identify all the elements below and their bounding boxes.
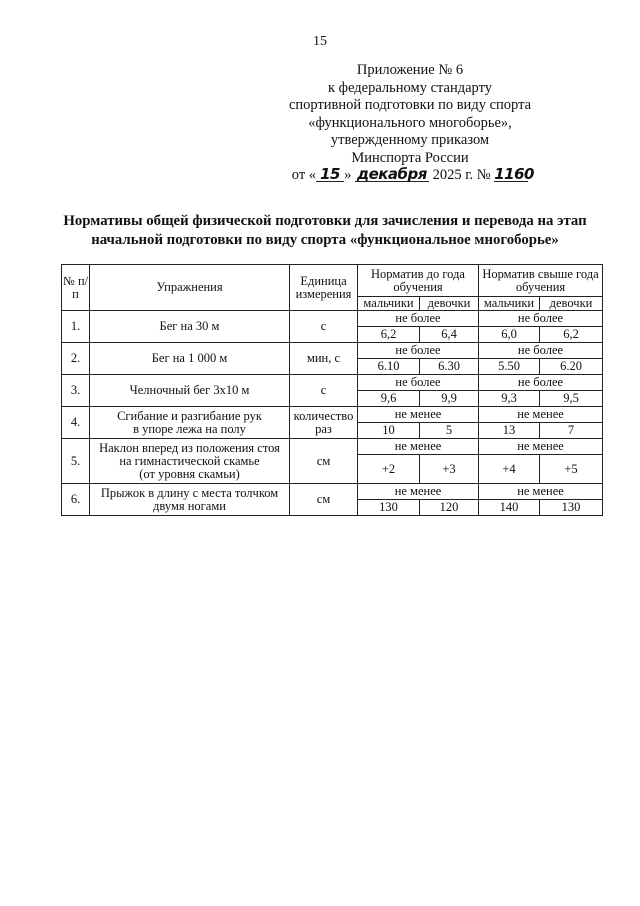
row-condition: не более [358,343,479,359]
row-unit: с [290,311,358,343]
appendix-line: Минспорта России [351,149,469,166]
row-value: 6.30 [420,359,479,375]
exercise-line: в упоре лежа на полу [133,421,246,436]
row-condition: не более [479,343,603,359]
row-value: 9,9 [420,391,479,407]
row-num: 2. [62,343,90,375]
row-condition: не более [358,311,479,327]
standards-table [61,264,603,516]
row-value: 130 [358,500,420,516]
row-num: 3. [62,375,90,407]
exercise-line: (от уровня скамьи) [139,466,240,481]
table-row [62,375,603,391]
document-title [40,212,610,250]
header-over-year: Норматив свыше года обучения [479,265,603,297]
appendix-line: утвержденному приказом [330,132,490,148]
row-exercise: Бег на 30 м [90,311,290,343]
row-unit: мин, с [290,343,358,375]
title-line: Нормативы общей физической подготовки для зачисления и перевода на этап [63,213,587,229]
date-prefix: от « [291,167,317,183]
unit-line: количество [293,408,354,423]
table-row [62,311,603,327]
row-unit: см [290,439,358,484]
row-num: 5. [62,439,90,484]
date-mid: » [344,167,352,183]
order-date-line [260,167,560,185]
appendix-line: Приложение № 6 [356,62,464,78]
table-row [62,484,603,500]
header-exercise: Упражнения [90,265,290,311]
row-value: +2 [358,455,420,484]
row-condition: не менее [358,407,479,423]
exercise-line: Сгибание и разгибание рук [117,408,262,423]
appendix-line: к федеральному стандарту [328,79,492,96]
exercise-line: Прыжок в длину с места толчком [100,485,279,500]
table-row [62,343,603,359]
page-number: 15 [313,34,327,49]
row-condition: не более [479,375,603,391]
order-day: 15 [316,167,344,182]
unit-line: раз [315,421,332,436]
exercise-line: Наклон вперед из положения стоя [99,440,280,455]
row-num: 4. [62,407,90,439]
order-year: 2025 г. № [432,167,491,183]
row-value: 6,4 [420,327,479,343]
row-value: 9,5 [540,391,603,407]
row-condition: не менее [358,484,479,500]
row-value: 9,6 [358,391,420,407]
row-value: 6.10 [358,359,420,375]
order-number: 1160 [494,165,534,183]
row-exercise [90,484,290,516]
row-condition: не более [358,375,479,391]
appendix-line: спортивной подготовки по виду спорта [288,97,532,113]
exercise-line: двумя ногами [153,498,226,513]
row-value: +5 [540,455,603,484]
row-value: 5.50 [479,359,540,375]
row-value: 130 [540,500,603,516]
row-value: 10 [358,423,420,439]
appendix-line: «функционального многоборье», [308,114,512,131]
header-boys: мальчики [358,297,420,311]
row-unit: см [290,484,358,516]
row-value: 6,2 [540,327,603,343]
table-row [62,407,603,423]
row-value: 7 [540,423,603,439]
row-num: 1. [62,311,90,343]
row-condition: не менее [358,439,479,455]
row-value: 6.20 [540,359,603,375]
header-unit: Единица измерения [290,265,358,311]
row-exercise [90,439,290,484]
header-boys: мальчики [479,297,540,311]
row-value: +3 [420,455,479,484]
header-girls: девочки [420,297,479,311]
row-num: 6. [62,484,90,516]
row-unit [290,407,358,439]
row-value: 6,2 [358,327,420,343]
row-exercise: Челночный бег 3х10 м [90,375,290,407]
row-value: 6,0 [479,327,540,343]
row-value: 120 [420,500,479,516]
row-value: 140 [479,500,540,516]
exercise-line: на гимнастической скамье [119,453,260,468]
table-row [62,439,603,455]
header-under-year: Норматив до года обучения [358,265,479,297]
row-condition: не менее [479,439,603,455]
row-value: 13 [479,423,540,439]
row-condition: не менее [479,407,603,423]
header-girls: девочки [540,297,603,311]
row-exercise [90,407,290,439]
row-condition: не более [479,311,603,327]
row-exercise: Бег на 1 000 м [90,343,290,375]
header-num: № п/п [62,265,90,311]
title-line: начальной подготовки по виду спорта «функциональное многоборье» [91,232,559,248]
appendix-header [260,62,560,185]
row-value: 5 [420,423,479,439]
row-unit: с [290,375,358,407]
row-condition: не менее [479,484,603,500]
row-value: 9,3 [479,391,540,407]
row-value: +4 [479,455,540,484]
order-month: декабря [355,167,429,182]
